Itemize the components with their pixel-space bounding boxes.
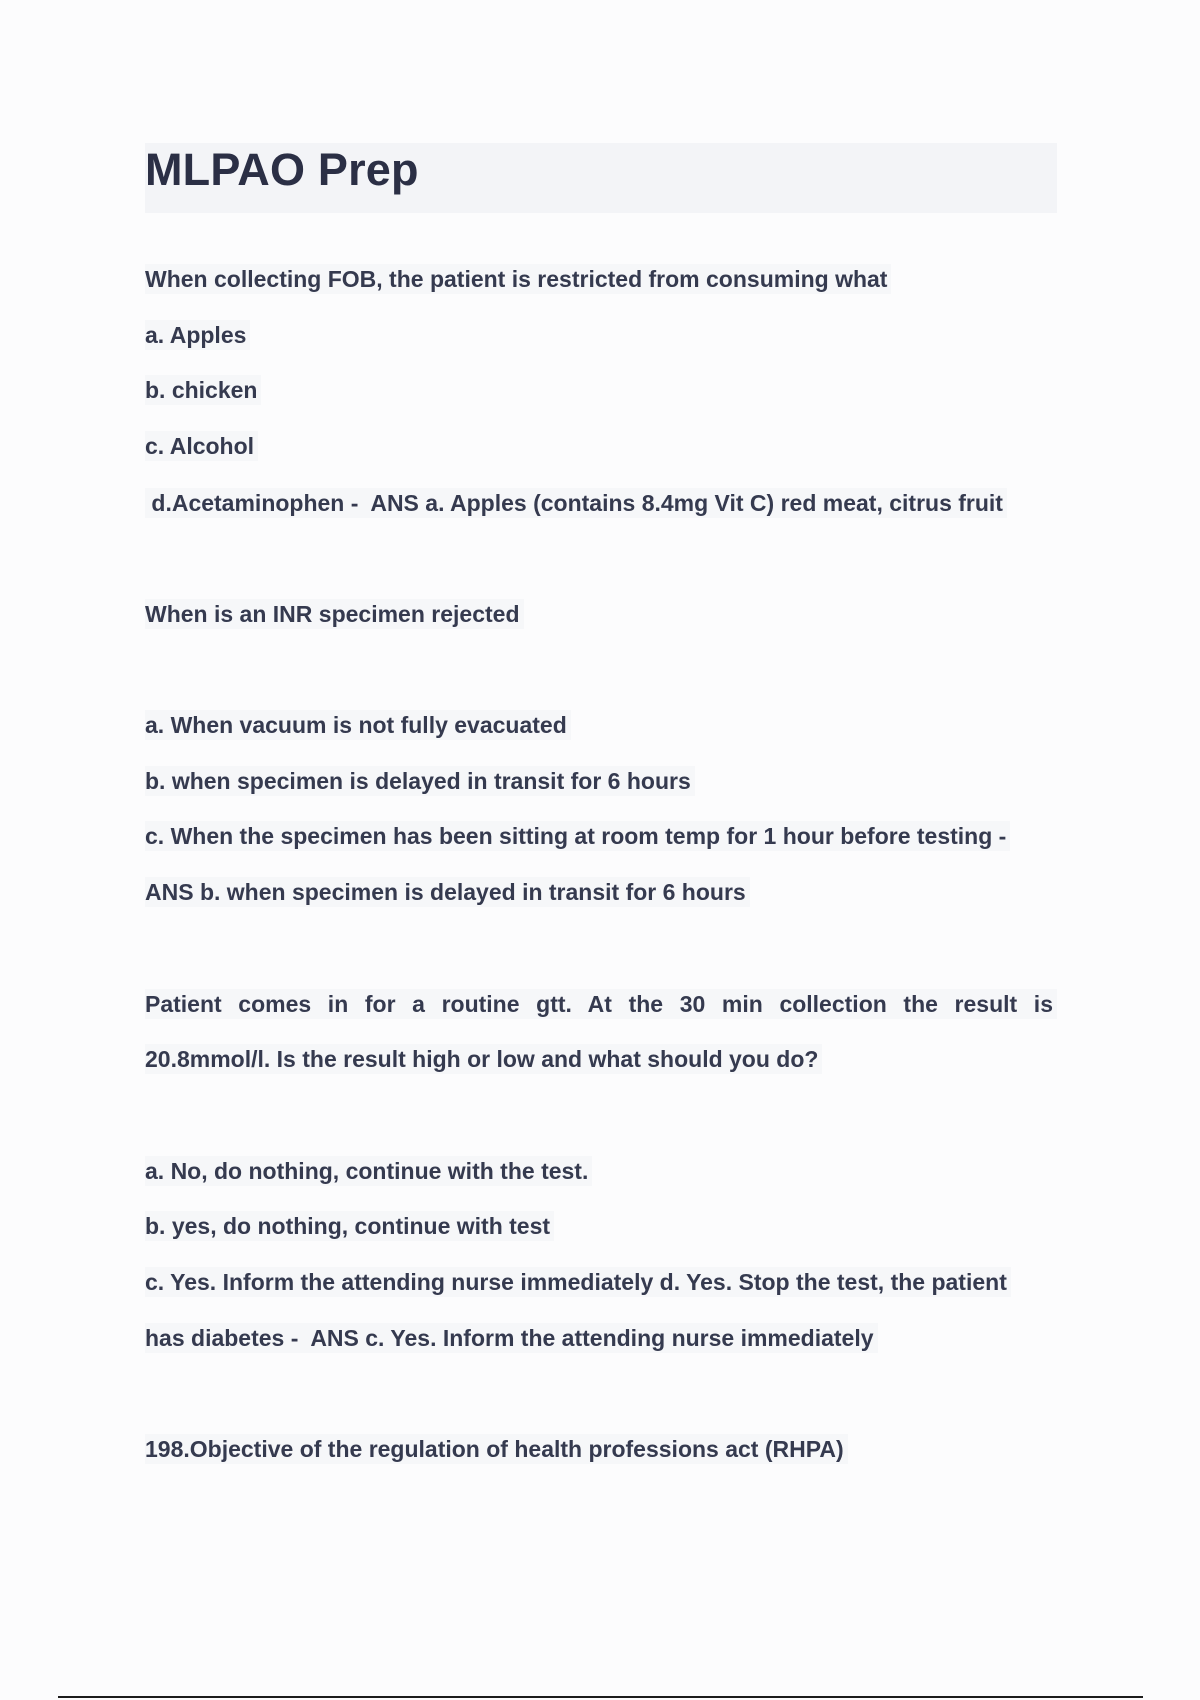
question-1-text: When collecting FOB, the patient is restricted from consuming what [145, 264, 891, 294]
footer-divider [58, 1696, 1143, 1698]
question-3-answer: has diabetes - ANS c. Yes. Inform the attending nurse immediately [145, 1323, 878, 1353]
question-3-text-line-1: Patient comes in for a routine gtt. At the 30 min collection the result is [145, 989, 1057, 1019]
question-2-option-c: c. When the specimen has been sitting at room temp for 1 hour before testing - [145, 821, 1010, 851]
question-3-option-b: b. yes, do nothing, continue with test [145, 1211, 554, 1241]
question-3-text-line-2: 20.8mmol/l. Is the result high or low and what should you do? [145, 1044, 822, 1074]
question-1-option-a: a. Apples [145, 320, 250, 350]
question-2-option-a: a. When vacuum is not fully evacuated [145, 710, 571, 740]
question-3-option-a: a. No, do nothing, continue with the test. [145, 1156, 592, 1186]
question-3-option-c: c. Yes. Inform the attending nurse immediately d. Yes. Stop the test, the patient [145, 1267, 1011, 1297]
page-title: MLPAO Prep [145, 144, 419, 195]
question-1-answer: d.Acetaminophen - ANS a. Apples (contains 8.4mg Vit C) red meat, citrus fruit [145, 488, 1007, 518]
question-2-option-b: b. when specimen is delayed in transit for 6 hours [145, 766, 695, 796]
question-2-text: When is an INR specimen rejected [145, 599, 524, 629]
question-4-text: 198.Objective of the regulation of health professions act (RHPA) [145, 1434, 848, 1464]
question-1-option-b: b. chicken [145, 375, 261, 405]
question-1-option-c: c. Alcohol [145, 431, 258, 461]
question-2-answer: ANS b. when specimen is delayed in transit for 6 hours [145, 877, 750, 907]
